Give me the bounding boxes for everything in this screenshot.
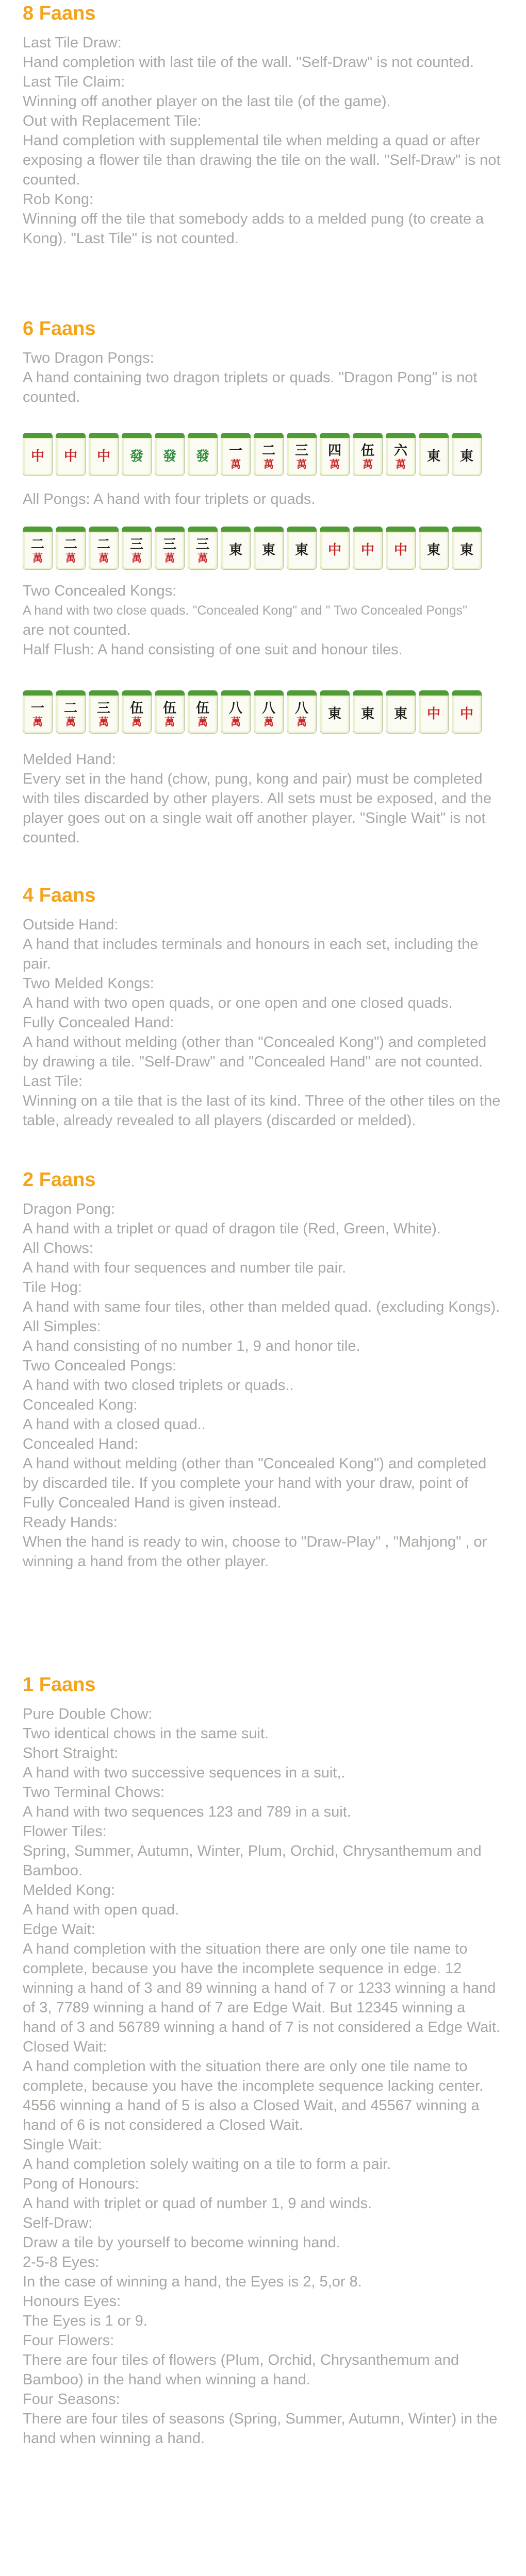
mahjong-tile xyxy=(320,433,350,476)
tile-face xyxy=(454,533,480,568)
rule-desc: A hand with two open quads, or one open and one closed quads. xyxy=(23,995,453,1011)
caption-melded-hand xyxy=(23,750,502,848)
mahjong-tile xyxy=(419,527,449,570)
mahjong-tile xyxy=(320,690,350,734)
rule-desc: A hand containing two dragon triplets or quads. "Dragon Pong" is not counted. xyxy=(23,369,478,405)
tile-face xyxy=(289,439,315,474)
rule-desc: A hand with triplet or quad of number 1, 9 and winds. xyxy=(23,2195,372,2212)
tile-glyph: 發 xyxy=(129,449,143,464)
mahjong-tile xyxy=(452,527,482,570)
rule-desc: There are four tiles of seasons (Spring, Summer, Autumn, Winter) in the hand when winning a hand. xyxy=(23,2411,498,2447)
mahjong-tile xyxy=(23,690,53,734)
mahjong-tile xyxy=(287,433,317,476)
tile-glyph: 三 xyxy=(96,700,110,716)
mahjong-tile xyxy=(188,433,218,476)
tile-glyph: 一 xyxy=(30,700,44,716)
tile-glyph: 中 xyxy=(360,543,374,558)
tile-face xyxy=(256,697,282,732)
rule-desc: A hand that includes terminals and honours in each set, including the pair. xyxy=(23,936,479,972)
mahjong-tile xyxy=(221,527,251,570)
tile-glyph: 伍 xyxy=(195,700,209,716)
tile-glyph: 東 xyxy=(459,449,473,464)
tile-suit-glyph: 萬 xyxy=(264,457,274,470)
mahjong-tile xyxy=(353,527,383,570)
rule-desc: When the hand is ready to win, choose to "Draw-Play" , "Mahjong" , or winning a hand from the other player. xyxy=(23,1534,487,1570)
tile-face xyxy=(157,533,183,568)
rule-desc: are not counted. xyxy=(23,622,131,638)
tile-glyph: 三 xyxy=(195,536,209,552)
section-title: 8 Faans xyxy=(23,3,96,24)
mahjong-tile xyxy=(419,433,449,476)
tile-face xyxy=(355,697,381,732)
tile-face xyxy=(289,697,315,732)
mahjong-tile xyxy=(287,527,317,570)
tile-glyph: 中 xyxy=(459,706,473,722)
section-8-faans xyxy=(23,3,502,248)
tile-row-1 xyxy=(23,433,482,476)
rule-name: 2-5-8 Eyes: xyxy=(23,2254,100,2270)
rule-name: Out with Replacement Tile: xyxy=(23,113,202,129)
rule-name: Self-Draw: xyxy=(23,2215,93,2231)
tile-suit-glyph: 萬 xyxy=(32,715,43,728)
rule-desc: A hand with two closed triplets or quads.. xyxy=(23,1377,294,1394)
mahjong-tile xyxy=(353,690,383,734)
mahjong-tile xyxy=(23,433,53,476)
tile-suit-glyph: 萬 xyxy=(231,457,241,470)
tile-suit-glyph: 萬 xyxy=(32,551,43,564)
tile-glyph: 東 xyxy=(294,543,308,558)
mahjong-tile xyxy=(155,433,185,476)
tile-glyph: 東 xyxy=(459,543,473,558)
tile-face xyxy=(25,533,51,568)
mahjong-tile xyxy=(386,690,416,734)
rule-desc: Two identical chows in the same suit. xyxy=(23,1725,269,1742)
tile-face xyxy=(421,533,447,568)
tile-glyph: 二 xyxy=(261,443,275,459)
section-6-faans xyxy=(23,318,502,407)
mahjong-tile xyxy=(122,433,152,476)
rule-desc: Winning on a tile that is the last of its kind. Three of the other tiles on the table, already revealed to all players (discarded or melded). xyxy=(23,1093,501,1129)
tile-face xyxy=(322,697,348,732)
tile-glyph: 中 xyxy=(30,449,44,464)
rule-desc: A hand with two close quads. "Concealed Kong" and " Two Concealed Pongs" xyxy=(23,603,467,618)
rule-name: Concealed Hand: xyxy=(23,1436,139,1452)
mahjong-tile xyxy=(320,527,350,570)
tile-face xyxy=(190,533,216,568)
mahjong-tile xyxy=(254,527,284,570)
tile-glyph: 發 xyxy=(162,449,176,464)
rule-name: Melded Kong: xyxy=(23,1882,115,1899)
tile-face xyxy=(421,697,447,732)
tile-glyph: 中 xyxy=(393,543,407,558)
tile-face xyxy=(322,439,348,474)
tile-face xyxy=(91,533,117,568)
tile-face xyxy=(355,439,381,474)
tile-glyph: 東 xyxy=(228,543,242,558)
tile-face xyxy=(25,439,51,474)
tile-face xyxy=(91,697,117,732)
mahjong-tile xyxy=(155,527,185,570)
tile-glyph: 八 xyxy=(294,700,308,716)
caption-two-concealed-kongs xyxy=(23,581,502,659)
tile-suit-glyph: 萬 xyxy=(297,715,307,728)
tile-row-2 xyxy=(23,527,482,570)
rule-name: Four Flowers: xyxy=(23,2332,114,2349)
mahjong-tile xyxy=(386,527,416,570)
rule-desc: A hand with same four tiles, other than melded quad. (excluding Kongs). xyxy=(23,1299,500,1315)
rule-name: Melded Hand: xyxy=(23,751,116,768)
section-title: 4 Faans xyxy=(23,885,96,906)
tile-glyph: 東 xyxy=(261,543,275,558)
section-title: 6 Faans xyxy=(23,318,96,340)
rule-desc: A hand with two sequences 123 and 789 in a suit. xyxy=(23,1804,351,1820)
tile-glyph: 二 xyxy=(63,700,77,716)
tile-glyph: 四 xyxy=(327,443,341,459)
rule-name: Two Terminal Chows: xyxy=(23,1784,165,1801)
rule-name: Pong of Honours: xyxy=(23,2176,139,2192)
mahjong-tile xyxy=(122,690,152,734)
tile-suit-glyph: 萬 xyxy=(65,715,76,728)
rule-name: All Chows: xyxy=(23,1240,93,1257)
rule-name: Honours Eyes: xyxy=(23,2293,121,2310)
tile-face xyxy=(355,533,381,568)
rule-name: Last Tile Draw: xyxy=(23,35,122,51)
rule-name: Dragon Pong: xyxy=(23,1201,115,1217)
rule-desc: A hand with two successive sequences in a suit,. xyxy=(23,1765,346,1781)
section-title: 2 Faans xyxy=(23,1169,96,1191)
tile-suit-glyph: 萬 xyxy=(165,715,175,728)
tile-face xyxy=(190,439,216,474)
mahjong-tile xyxy=(89,690,119,734)
tile-face xyxy=(388,697,414,732)
tile-suit-glyph: 萬 xyxy=(264,715,274,728)
tile-face xyxy=(25,697,51,732)
rule-desc: A hand with four sequences and number tile pair. xyxy=(23,1260,347,1276)
mahjong-tile xyxy=(122,527,152,570)
mahjong-tile xyxy=(188,690,218,734)
section-4-faans xyxy=(23,885,502,1130)
mahjong-tile xyxy=(23,527,53,570)
tile-glyph: 八 xyxy=(228,700,242,716)
tile-face xyxy=(58,533,84,568)
rule-desc: The Eyes is 1 or 9. xyxy=(23,2313,147,2329)
tile-suit-glyph: 萬 xyxy=(363,457,373,470)
mahjong-tile xyxy=(254,690,284,734)
mahjong-tile xyxy=(221,433,251,476)
rule-name: Closed Wait: xyxy=(23,2039,107,2055)
rule-name: Short Straight: xyxy=(23,1745,119,1761)
mahjong-tile xyxy=(155,690,185,734)
rule-name: Two Melded Kongs: xyxy=(23,975,154,992)
rule-desc: Spring, Summer, Autumn, Winter, Plum, Orchid, Chrysanthemum and Bamboo. xyxy=(23,1843,482,1879)
rule-name: Two Concealed Pongs: xyxy=(23,1358,177,1374)
section-title: 1 Faans xyxy=(23,1674,96,1696)
tile-face xyxy=(421,439,447,474)
rule-name: Four Seasons: xyxy=(23,2391,120,2408)
tile-glyph: 中 xyxy=(426,706,440,722)
rule-desc: Winning off the tile that somebody adds to a melded pung (to create a Kong). "Last Tile" is not counted. xyxy=(23,211,484,247)
mahjong-tile xyxy=(56,527,86,570)
rule-desc: A hand with open quad. xyxy=(23,1902,179,1918)
tile-glyph: 東 xyxy=(327,706,341,722)
tile-glyph: 伍 xyxy=(162,700,176,716)
tile-suit-glyph: 萬 xyxy=(330,457,340,470)
rule-desc: A hand without melding (other than "Concealed Kong") and completed by discarded tile. If you complete your hand with your draw, point of Fully Concealed Hand is given instead. xyxy=(23,1455,487,1511)
tile-row-3 xyxy=(23,690,482,734)
tile-suit-glyph: 萬 xyxy=(132,715,142,728)
tile-suit-glyph: 萬 xyxy=(132,551,142,564)
mahjong-tile xyxy=(452,690,482,734)
rule-desc: Half Flush: A hand consisting of one suit and honour tiles. xyxy=(23,641,403,658)
tile-glyph: 中 xyxy=(327,543,341,558)
tile-glyph: 六 xyxy=(393,443,407,459)
tile-glyph: 三 xyxy=(294,443,308,459)
rule-desc: Hand completion with supplemental tile when melding a quad or after exposing a flower tile than drawing the tile on the wall. "Self-Draw" is not counted. xyxy=(23,132,501,188)
mahjong-tile xyxy=(254,433,284,476)
tile-glyph: 二 xyxy=(30,536,44,552)
tile-face xyxy=(124,439,150,474)
rule-name: Single Wait: xyxy=(23,2137,102,2153)
section-1-faans xyxy=(23,1674,502,2448)
rule-name: Fully Concealed Hand: xyxy=(23,1014,174,1031)
rule-desc: A hand completion with the situation there are only one tile name to complete, because you have the incomplete sequence lacking center. 4556 winning a hand of 5 is also a Closed Wait, and 45567 winning a hand of 6 is not considered a Closed Wait. xyxy=(23,2058,484,2133)
tile-face xyxy=(223,533,249,568)
tile-suit-glyph: 萬 xyxy=(98,551,109,564)
rule-desc: A hand completion with the situation there are only one tile name to complete, because you have the incomplete sequence in edge. 12 winning a hand of 3 and 89 winning a hand of 7 or 1233 winning a hand of 3, 7789 winning a hand of 7 are Edge Wait. But 12345 winning a hand of 3 and 56789 winning a hand of 7 is not considered a Edge Wait. xyxy=(23,1941,500,2036)
caption-all-pongs: All Pongs: A hand with four triplets or quads. xyxy=(23,491,316,507)
mahjong-tile xyxy=(386,433,416,476)
tile-face xyxy=(190,697,216,732)
tile-glyph: 發 xyxy=(195,449,209,464)
tile-face xyxy=(124,697,150,732)
tile-face xyxy=(322,533,348,568)
tile-face xyxy=(256,439,282,474)
tile-suit-glyph: 萬 xyxy=(165,551,175,564)
tile-face xyxy=(157,697,183,732)
tile-glyph: 伍 xyxy=(360,443,374,459)
tile-suit-glyph: 萬 xyxy=(198,551,208,564)
tile-glyph: 伍 xyxy=(129,700,143,716)
rule-desc: Every set in the hand (chow, pung, kong and pair) must be completed with tiles discarded by other players. All sets must be exposed, and the player goes out on a single wait off another player. "Single Wait" is not counted. xyxy=(23,771,492,846)
tile-glyph: 三 xyxy=(162,536,176,552)
rule-desc: A hand consisting of no number 1, 9 and honor tile. xyxy=(23,1338,360,1354)
tile-glyph: 八 xyxy=(261,700,275,716)
rule-desc: Winning off another player on the last tile (of the game). xyxy=(23,93,391,110)
tile-face xyxy=(388,533,414,568)
rule-desc: Hand completion with last tile of the wall. "Self-Draw" is not counted. xyxy=(23,54,474,71)
tile-face xyxy=(58,697,84,732)
mahjong-tile xyxy=(287,690,317,734)
rule-name: Last Tile Claim: xyxy=(23,74,125,90)
mahjong-tile xyxy=(353,433,383,476)
tile-glyph: 一 xyxy=(228,443,242,459)
tile-face xyxy=(91,439,117,474)
section-2-faans xyxy=(23,1170,502,1571)
rule-name: Outside Hand: xyxy=(23,917,119,933)
tile-face xyxy=(223,439,249,474)
tile-suit-glyph: 萬 xyxy=(396,457,406,470)
rule-name: Edge Wait: xyxy=(23,1921,95,1938)
rule-name: Flower Tiles: xyxy=(23,1823,107,1840)
tile-suit-glyph: 萬 xyxy=(198,715,208,728)
tile-glyph: 東 xyxy=(426,449,440,464)
mahjong-tile xyxy=(419,690,449,734)
tile-glyph: 二 xyxy=(63,536,77,552)
tile-glyph: 東 xyxy=(360,706,374,722)
tile-glyph: 二 xyxy=(96,536,110,552)
tile-face xyxy=(454,439,480,474)
tile-face xyxy=(157,439,183,474)
rule-desc: A hand with a triplet or quad of dragon tile (Red, Green, White). xyxy=(23,1221,441,1237)
rule-desc: A hand with a closed quad.. xyxy=(23,1416,206,1433)
mahjong-tile xyxy=(221,690,251,734)
tile-glyph: 中 xyxy=(63,449,77,464)
mahjong-tile xyxy=(188,527,218,570)
mahjong-tile xyxy=(452,433,482,476)
tile-glyph: 三 xyxy=(129,536,143,552)
rule-list xyxy=(23,33,502,248)
mahjong-tile xyxy=(56,690,86,734)
rule-desc: A hand without melding (other than "Concealed Kong") and completed by drawing a tile. "Self-Draw" and "Concealed Hand" are not counted. xyxy=(23,1034,487,1070)
tile-suit-glyph: 萬 xyxy=(98,715,109,728)
rule-name: Ready Hands: xyxy=(23,1514,118,1531)
rule-name: Rob Kong: xyxy=(23,191,94,208)
tile-face xyxy=(223,697,249,732)
mahjong-tile xyxy=(89,433,119,476)
rule-name: Last Tile: xyxy=(23,1073,83,1090)
rule-name: Two Concealed Kongs: xyxy=(23,583,177,599)
tile-face xyxy=(124,533,150,568)
rule-name: Pure Double Chow: xyxy=(23,1706,153,1722)
mahjong-tile xyxy=(89,527,119,570)
tile-face xyxy=(256,533,282,568)
rule-name: All Simples: xyxy=(23,1318,101,1335)
tile-suit-glyph: 萬 xyxy=(65,551,76,564)
rule-desc: A hand completion solely waiting on a tile to form a pair. xyxy=(23,2156,391,2173)
tile-suit-glyph: 萬 xyxy=(231,715,241,728)
tile-face xyxy=(289,533,315,568)
rule-name: Two Dragon Pongs: xyxy=(23,350,154,366)
rule-desc: Draw a tile by yourself to become winning hand. xyxy=(23,2234,340,2251)
mahjong-tile xyxy=(56,433,86,476)
tile-face xyxy=(388,439,414,474)
tile-face xyxy=(454,697,480,732)
rule-name: Tile Hog: xyxy=(23,1279,82,1296)
rule-name: Concealed Kong: xyxy=(23,1397,138,1413)
tile-glyph: 東 xyxy=(393,706,407,722)
tile-face xyxy=(58,439,84,474)
rule-desc: There are four tiles of flowers (Plum, Orchid, Chrysanthemum and Bamboo) in the hand when winning a hand. xyxy=(23,2352,459,2388)
rule-desc: In the case of winning a hand, the Eyes is 2, 5,or 8. xyxy=(23,2274,362,2290)
tile-suit-glyph: 萬 xyxy=(297,457,307,470)
tile-glyph: 東 xyxy=(426,543,440,558)
tile-glyph: 中 xyxy=(96,449,110,464)
